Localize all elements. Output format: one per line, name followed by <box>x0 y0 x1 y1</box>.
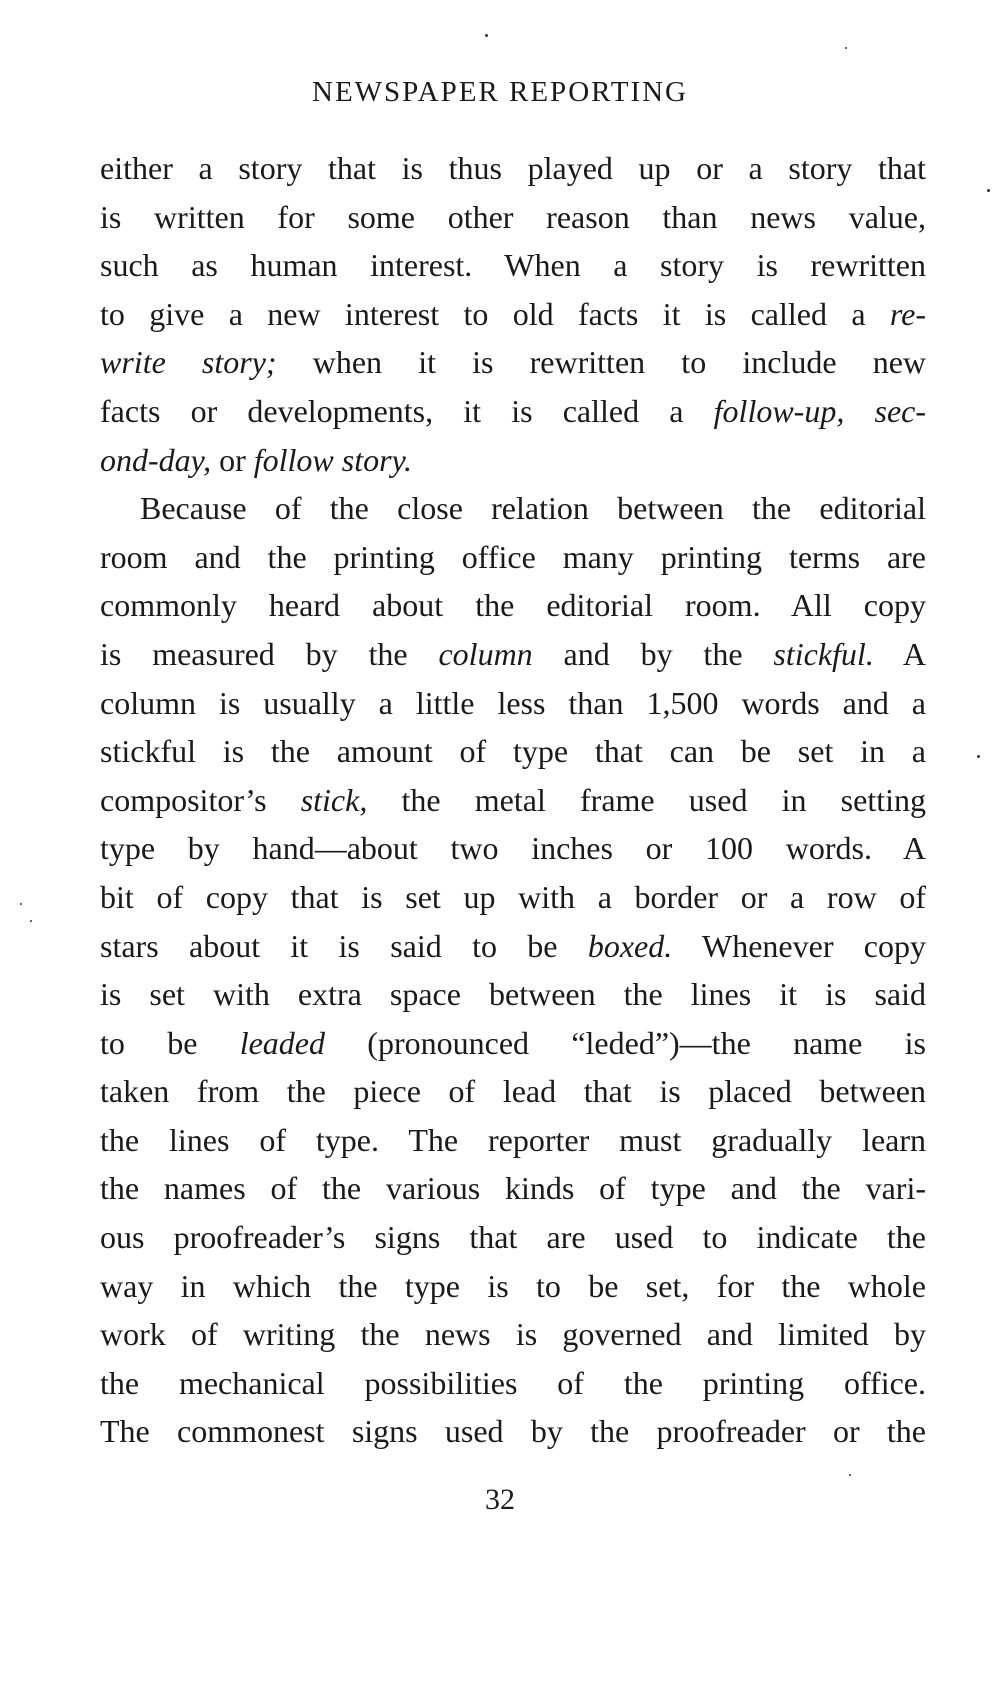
italic-term: boxed. <box>587 927 673 964</box>
italic-term: column <box>438 635 533 672</box>
text-line: The commonest signs used by the proofreader or the <box>100 1413 926 1450</box>
text-line <box>100 436 926 485</box>
text-line: bit of copy that is set up with a border or a row of <box>100 878 926 915</box>
text-run: is measured by the <box>100 635 439 672</box>
scan-speck <box>977 755 980 758</box>
text-run: facts or developments, it is called a <box>100 392 714 429</box>
text-line <box>100 338 926 387</box>
scan-speck <box>20 903 22 905</box>
italic-term: leaded <box>239 1024 325 1061</box>
text-line: way in which the type is to be set, for the whole <box>100 1267 926 1304</box>
italic-term: stick, <box>300 781 368 818</box>
page-number: 32 <box>485 1483 515 1516</box>
text-line: commonly heard about the editorial room. All copy <box>100 587 926 624</box>
text-run: to be <box>100 1024 240 1061</box>
scan-speck <box>849 1474 851 1476</box>
italic-term: write story; <box>100 344 277 381</box>
text-run: the metal frame used in setting <box>367 781 927 818</box>
text-run: or <box>211 441 254 478</box>
text-line: the lines of type. The reporter must gradually learn <box>100 1121 926 1158</box>
italic-term: re- <box>889 295 926 332</box>
body-text <box>100 144 926 1456</box>
text-run: stars about it is said to be <box>100 927 588 964</box>
text-line: is set with extra space between the lines it is said <box>100 976 926 1013</box>
text-line <box>100 630 926 679</box>
running-head: NEWSPAPER REPORTING <box>312 76 688 108</box>
scan-speck <box>987 189 990 192</box>
text-line: work of writing the news is governed and limited by <box>100 1316 926 1353</box>
text-line: Because of the close relation between the editorial <box>140 490 926 527</box>
scan-speck <box>30 920 32 922</box>
text-line <box>100 290 926 339</box>
text-run: to give a new interest to old facts it is called a <box>100 295 890 332</box>
scan-speck <box>485 34 488 37</box>
paragraph <box>100 144 926 484</box>
paragraph <box>100 484 926 1456</box>
scan-speck <box>845 47 847 49</box>
text-run: and by the <box>532 635 774 672</box>
text-line: ous proofreader’s signs that are used to indicate the <box>100 1219 926 1256</box>
text-line: is written for some other reason than news value, <box>100 198 926 235</box>
text-line <box>100 922 926 971</box>
text-line: taken from the piece of lead that is placed between <box>100 1073 926 1110</box>
text-line: the mechanical possibilities of the printing office. <box>100 1364 926 1401</box>
italic-term: ond-day, <box>100 441 212 478</box>
text-line: stickful is the amount of type that can be set in a <box>100 733 926 770</box>
italic-term: follow story. <box>253 441 412 478</box>
text-line <box>100 776 926 825</box>
text-line: type by hand—about two inches or 100 words. A <box>100 830 926 867</box>
text-line: the names of the various kinds of type and the vari- <box>100 1170 926 1207</box>
text-line: either a story that is thus played up or a story that <box>100 150 926 186</box>
text-line: column is usually a little less than 1,500 words and a <box>100 684 926 721</box>
text-line: room and the printing office many printing terms are <box>100 538 926 575</box>
text-run: when it is rewritten to include new <box>276 344 927 381</box>
text-line <box>100 1019 926 1068</box>
text-run: Whenever copy <box>672 927 927 964</box>
italic-term: follow-up, sec- <box>713 392 927 429</box>
text-run: (pronounced “leded”)—the name is <box>325 1024 927 1061</box>
text-line: such as human interest. When a story is rewritten <box>100 247 926 284</box>
text-run: A <box>873 635 927 672</box>
text-run: compositor’s <box>100 781 301 818</box>
italic-term: stickful. <box>773 635 874 672</box>
text-line <box>100 387 926 436</box>
